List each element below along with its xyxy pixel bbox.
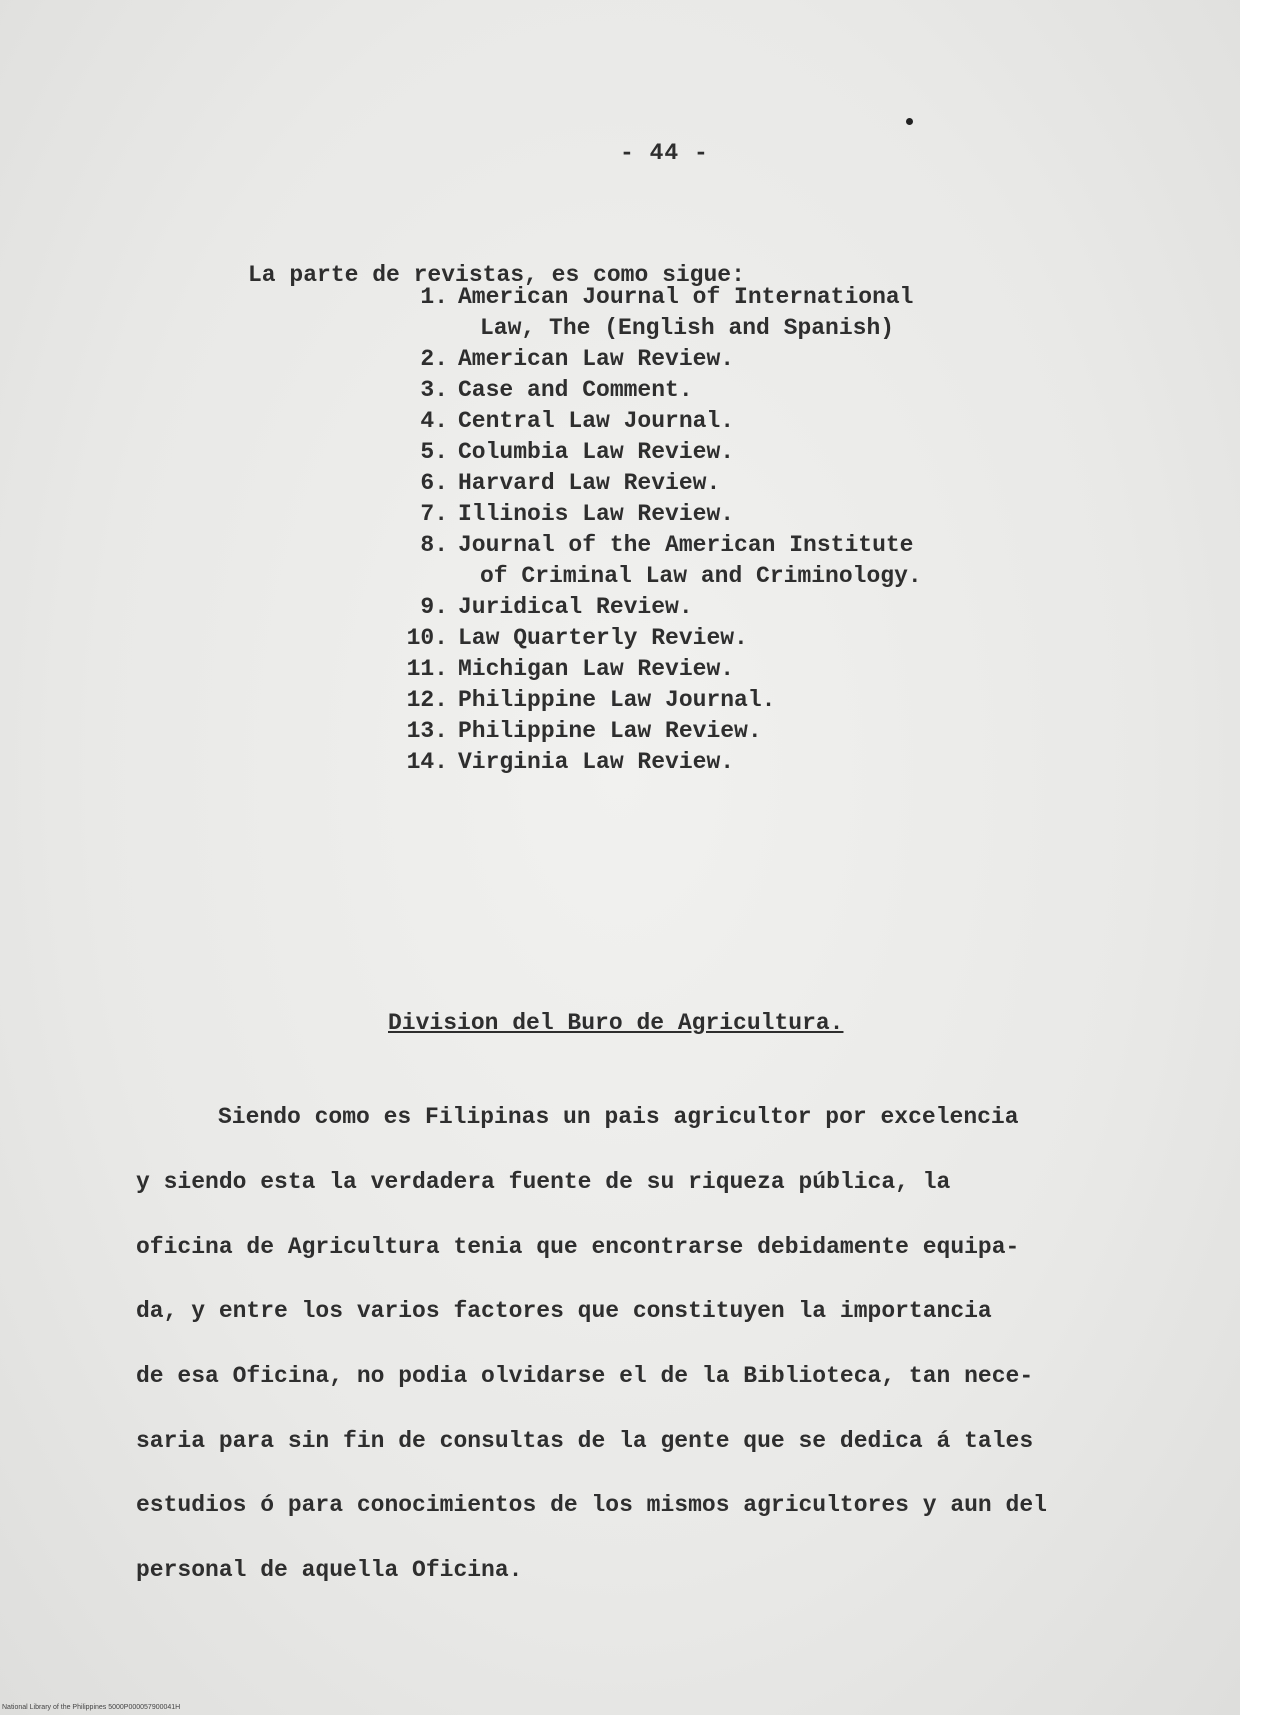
journal-item-3 xyxy=(400,375,693,406)
journal-title-continued: Law, The (English and Spanish) xyxy=(480,315,895,341)
journal-title: Journal of the American Institute xyxy=(458,532,914,558)
journal-item-13 xyxy=(400,716,762,747)
journal-number: 7. xyxy=(420,501,448,527)
section-heading: Division del Buro de Agricultura. xyxy=(388,1010,844,1036)
paragraph-line: saria para sin fin de consultas de la gente que se dedica á tales xyxy=(136,1428,1034,1454)
journal-item-11 xyxy=(400,654,734,685)
journal-number: 5. xyxy=(420,439,448,465)
journal-title: Philippine Law Journal. xyxy=(458,687,776,713)
paragraph-line: Siendo como es Filipinas un pais agricultor por excelencia xyxy=(218,1104,1019,1130)
intro-line: La parte de revistas, es como sigue: xyxy=(248,262,745,288)
journal-item-14 xyxy=(400,747,734,778)
journal-title: Central Law Journal. xyxy=(458,408,735,434)
archive-footer: National Library of the Philippines 5000P000057900041H xyxy=(2,1704,181,1711)
journal-number: 1. xyxy=(420,284,448,310)
journal-item-9 xyxy=(400,592,693,623)
journal-number: 8. xyxy=(420,532,448,558)
journal-number: 6. xyxy=(420,470,448,496)
journal-title: Columbia Law Review. xyxy=(458,439,735,465)
paragraph-line: de esa Oficina, no podia olvidarse el de la Biblioteca, tan nece- xyxy=(136,1363,1034,1389)
paragraph-line: y siendo esta la verdadera fuente de su riqueza pública, la xyxy=(136,1169,951,1195)
journal-item-2 xyxy=(400,344,734,375)
journal-number: 3. xyxy=(420,377,448,403)
paragraph-line: personal de aquella Oficina. xyxy=(136,1557,523,1583)
journal-title: Harvard Law Review. xyxy=(458,470,721,496)
journal-item-12 xyxy=(400,685,775,716)
journal-number: 12. xyxy=(406,687,448,713)
journal-title: American Journal of International xyxy=(458,284,914,310)
journal-title: Law Quarterly Review. xyxy=(458,625,748,651)
journal-number: 9. xyxy=(420,594,448,620)
paragraph-line: estudios ó para conocimientos de los mismos agricultores y aun del xyxy=(136,1492,1047,1518)
journal-item-1 xyxy=(400,282,913,344)
journal-number: 14. xyxy=(406,749,448,775)
journal-item-7 xyxy=(400,499,734,530)
journal-item-5 xyxy=(400,437,734,468)
paragraph-line: oficina de Agricultura tenia que encontrarse debidamente equipa- xyxy=(136,1234,1020,1260)
journal-title: Illinois Law Review. xyxy=(458,501,735,527)
journal-item-6 xyxy=(400,468,720,499)
journal-number: 2. xyxy=(420,346,448,372)
journal-number: 13. xyxy=(406,718,448,744)
page-number: - 44 - xyxy=(620,140,709,166)
journal-item-8 xyxy=(400,530,922,592)
journal-number: 4. xyxy=(420,408,448,434)
journal-title: Michigan Law Review. xyxy=(458,656,735,682)
journal-title: Juridical Review. xyxy=(458,594,693,620)
journal-title: American Law Review. xyxy=(458,346,735,372)
ink-speck xyxy=(906,118,913,125)
journal-title-continued: of Criminal Law and Criminology. xyxy=(480,563,922,589)
paragraph-line: da, y entre los varios factores que constituyen la importancia xyxy=(136,1298,992,1324)
scan-margin xyxy=(1240,0,1266,1715)
journal-title: Philippine Law Review. xyxy=(458,718,762,744)
journal-number: 10. xyxy=(406,625,448,651)
journal-item-4 xyxy=(400,406,734,437)
journal-item-10 xyxy=(400,623,748,654)
journal-title: Virginia Law Review. xyxy=(458,749,735,775)
journal-number: 11. xyxy=(406,656,448,682)
journal-title: Case and Comment. xyxy=(458,377,693,403)
